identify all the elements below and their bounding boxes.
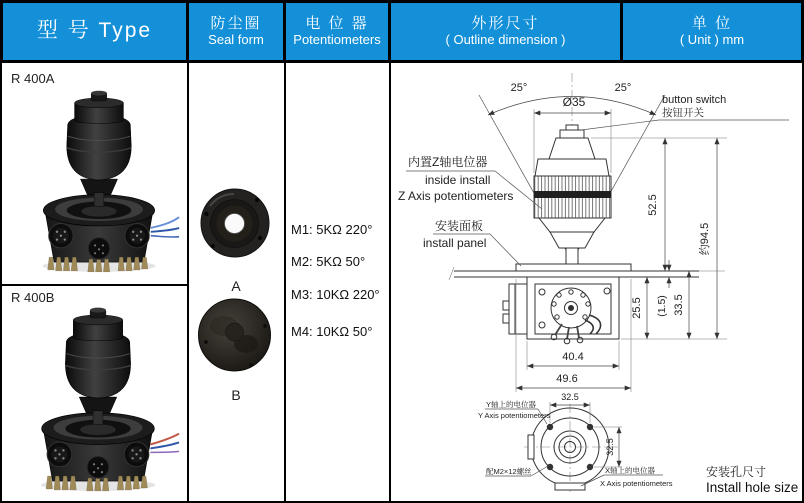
product-photo-r400a <box>16 86 182 278</box>
install-hole-title <box>706 464 798 495</box>
dim-panel-thickness: (1.5) <box>656 295 668 317</box>
dim-total-height: 约94.5 <box>699 222 711 256</box>
dim-angle-right: 25° <box>614 82 632 94</box>
y-pot-label-zh: Y轴上的电位器 <box>486 400 537 409</box>
header-outline-zh: 外形尺寸 <box>471 15 540 33</box>
seal-label-b: B <box>231 387 241 403</box>
pot-spec-m4: M4: 10KΩ 50° <box>291 324 373 339</box>
header-cell-type <box>3 3 186 60</box>
screw-note-label: 配M2×12螺丝 <box>486 467 532 476</box>
pot-spec-m2: M2: 5KΩ 50° <box>291 254 366 269</box>
table-header <box>0 0 804 63</box>
z-pot-label-zh: 内置Z轴电位器 <box>408 155 488 169</box>
header-cell-potentiometers <box>286 3 388 60</box>
panel-label-zh: 安装面板 <box>435 219 484 233</box>
header-unit-en: ( Unit ) mm <box>679 31 745 47</box>
seal-photo-a <box>198 188 272 258</box>
body-below-panel <box>503 277 619 339</box>
dim-body-height: 25.5 <box>631 297 643 319</box>
z-pot-label-en2: Z Axis potentiometers <box>398 189 514 203</box>
button-switch-label-en: button switch <box>662 94 727 106</box>
column-divider <box>284 63 286 501</box>
dim-knob-diameter: Ø35 <box>562 95 586 109</box>
header-pot-en: Potentiometers <box>293 31 381 47</box>
outline-dimension-drawing <box>391 63 802 501</box>
header-outline-en: ( Outline dimension ) <box>445 31 566 47</box>
dim-angle-left: 25° <box>510 82 528 94</box>
header-cell-seal <box>189 3 283 60</box>
button-switch-label-zh: 按钮开关 <box>662 107 704 119</box>
x-pot-label-zh: X轴上的电位器 <box>605 466 656 475</box>
x-pot-label-en: X Axis potentiometers <box>600 479 673 488</box>
row-divider <box>2 284 187 286</box>
install-hole-title-en: Install hole size <box>706 480 799 495</box>
install-hole-view <box>478 392 673 492</box>
dim-body-width: 40.4 <box>562 351 584 363</box>
pot-spec-m1: M1: 5KΩ 220° <box>291 222 373 237</box>
dim-below-panel-total: 33.5 <box>673 294 685 316</box>
pot-spec-m3: M3: 10KΩ 220° <box>291 287 380 302</box>
dim-hole-spacing-h: 32.5 <box>561 392 579 402</box>
left-callouts <box>398 154 542 266</box>
header-type-label: 型 号 Type <box>36 19 153 43</box>
model-name-r400a: R 400A <box>11 71 55 86</box>
z-pot-label-en1: inside install <box>425 173 491 187</box>
header-cell-unit <box>623 3 801 60</box>
dim-upper-height: 52.5 <box>647 194 659 216</box>
wires-r400b <box>150 434 179 453</box>
header-seal-en: Seal form <box>208 31 264 47</box>
seal-label-a: A <box>231 278 241 294</box>
model-name-r400b: R 400B <box>11 290 55 305</box>
install-hole-title-zh: 安装孔尺寸 <box>706 465 767 479</box>
dim-flange-width: 49.6 <box>556 373 578 385</box>
header-pot-zh: 电 位 器 <box>305 15 369 33</box>
header-unit-zh: 单 位 <box>691 15 733 33</box>
joystick-side-view <box>534 125 611 265</box>
dim-hole-spacing-v: 32.5 <box>605 438 615 456</box>
y-pot-label-en: Y Axis potentiometers <box>478 411 551 420</box>
wires-r400a <box>151 217 179 237</box>
seal-photo-b <box>196 298 273 372</box>
header-cell-outline <box>391 3 620 60</box>
panel-label-en: install panel <box>423 236 487 250</box>
button-switch-callout <box>581 94 789 130</box>
product-photo-r400b <box>14 302 182 498</box>
header-seal-zh: 防尘圈 <box>210 15 262 33</box>
